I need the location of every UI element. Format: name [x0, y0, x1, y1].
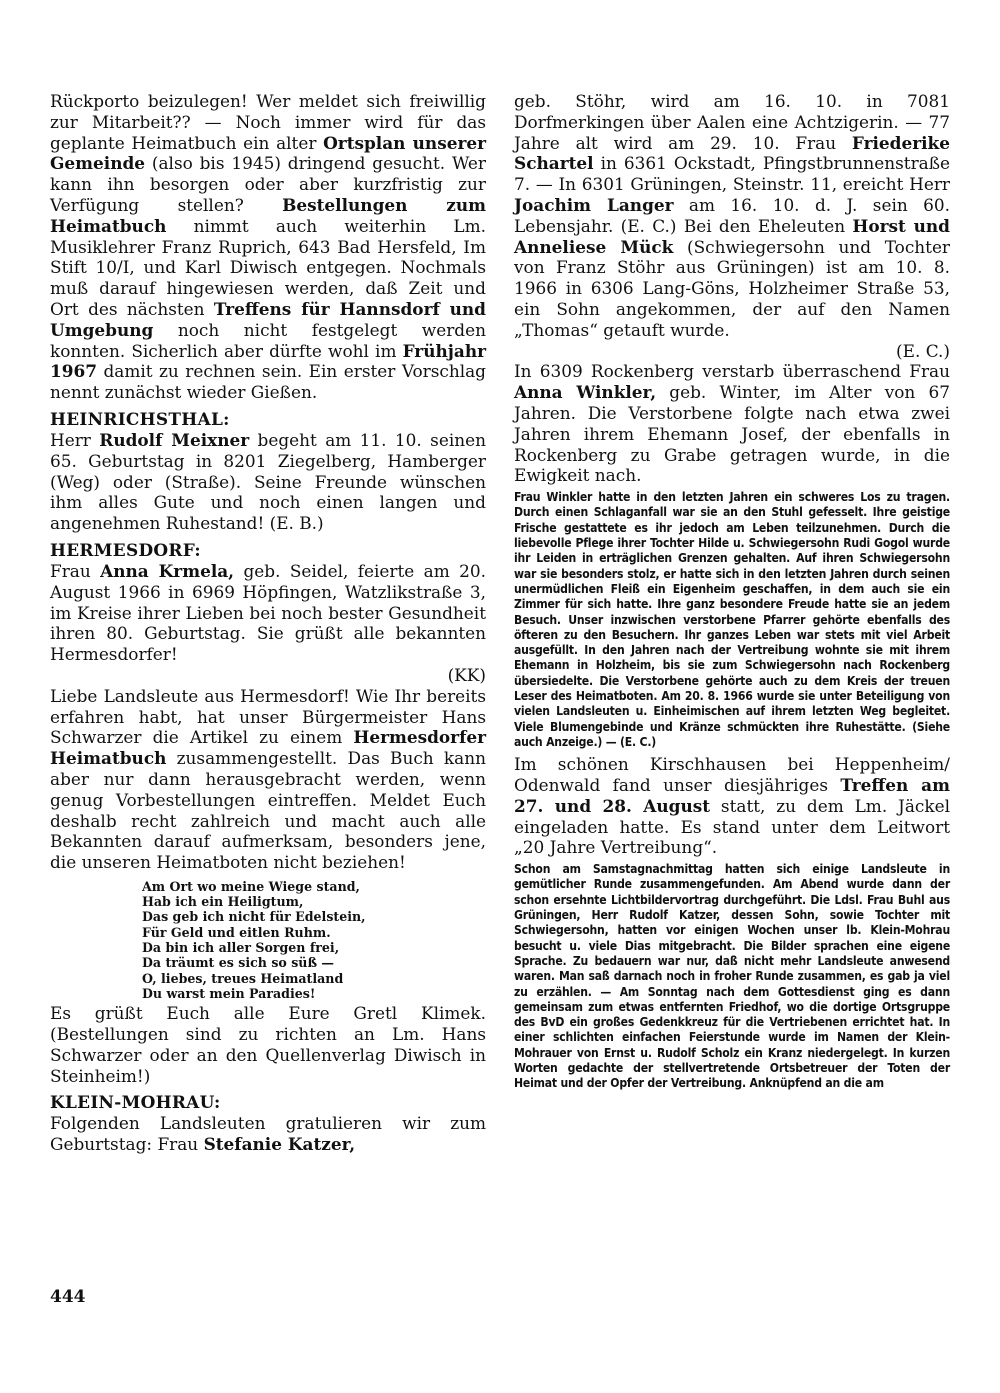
poem-line: Für Geld und eitlen Ruhm.	[142, 924, 331, 940]
poem-line: O, liebes, treues Heimatland	[142, 970, 344, 986]
text-run: Es grüßt Euch alle Eure Gretl Klimek. (Bestellungen sind zu richten an Lm. Hans Schwarzer oder an den Quellenverlag Diwisch in Steinheim!)	[50, 1003, 486, 1086]
text-run: (also bis 1945) dringend gesucht. Wer kann ihn besorgen oder aber kurzfristig zur Verfügung stellen?	[50, 153, 486, 215]
heading-heinrichsthal: HEINRICHSTHAL:	[50, 408, 230, 429]
text-run: geb. Winter, im Alter von 67 Jahren. Die Verstorbene folgte nach etwa zwei Jahren ihrem Ehemann Josef, der ebenfalls in Rockenberg zu Grabe getragen wurde, in die Ewigkeit nach.	[514, 382, 950, 486]
poem-line: Da bin ich aller Sorgen frei,	[142, 940, 340, 956]
page-number: 444	[50, 1287, 86, 1307]
text-run: statt, zu dem Lm. Jäckel eingeladen hatte. Es stand unter dem Leitwort „20 Jahre Vertreibung“.	[514, 795, 950, 858]
text-run: damit zu rechnen sein. Ein erster Vorschlag nennt zunächst wieder Gießen.	[50, 361, 486, 403]
text-run: zusammengestellt. Das Buch kann aber nur dann herausgebracht werden, wenn genug Vorbestellungen eintreffen. Meldet Euch deshalb recht zahlreich und macht auch alle Bekannten darauf aufmerksam, besonders jene, die unseren Heimatboten nicht beziehen!	[50, 748, 486, 873]
text-run: Folgenden Landsleuten gratulieren wir zum Geburtstag: Frau	[50, 1113, 486, 1155]
bold-run: Rudolf Meixner	[99, 429, 250, 450]
text-run: noch nicht festgelegt werden konnten. Sicherlich aber dürfte wohl im	[50, 319, 486, 361]
left-paragraph-3	[50, 561, 486, 665]
bold-run: Bestellungen zum Heimatbuch	[50, 194, 486, 236]
left-paragraph-5	[50, 1003, 486, 1086]
text-run: Liebe Landsleute aus Hermesdorf! Wie Ihr bereits erfahren habt, hat unser Bürgermeister Hans Schwarzer die Artikel zu einem	[50, 685, 486, 748]
text-run: Herr	[50, 429, 100, 450]
signature-ec: (E. C.)	[896, 340, 950, 361]
bold-run: Treffen am 27. und 28. August	[514, 774, 950, 816]
heading-klein-mohrau: KLEIN-MOHRAU:	[50, 1092, 221, 1113]
bold-run: Ortsplan unserer Gemeinde	[50, 132, 486, 174]
signature-kk: (KK)	[447, 664, 486, 685]
right-paragraph-1	[514, 91, 950, 341]
bold-run: Friederike Schartel	[514, 132, 950, 174]
text-run: Noch immer wird für das geplante Heimatbuch ein alter	[50, 111, 486, 153]
text-run: Im schönen Kirschhausen bei Heppenheim/ Odenwald fand unser diesjähriges	[514, 754, 950, 795]
text-run: Rückporto beizulegen! Wer meldet sich freiwillig zur Mitarbeit?? —	[50, 91, 486, 132]
text-run: nimmt auch weiterhin Lm. Musiklehrer Franz Ruprich, 643 Bad Hersfeld, Im Stift 10/I, und Karl Diwisch entgegen. Nochmals muß darauf hingewiesen werden, daß Zeit und Ort des nächsten	[50, 215, 486, 319]
obituary-small-text: Frau Winkler hatte in den letzten Jahren ein schweres Los zu tragen. Durch einen Schlaganfall war sie an den Stuhl gefesselt. Ihre geistige Frische gestattete es ihr jedoch am Leben teilzunehmen. Durch die liebevolle Pflege ihrer Tochter Hilde u. Schwiegersohn Rudi Gogol wurde ihr Leiden in erträglichen Grenzen gehalten. Auf ihren Schwiegersohn war sie besonders stolz, er hatte sich in den letzten Jahren durch seinen unermüdlichen Fleiß ein Eigenheim geschaffen, in dem auch sie ein Zimmer für sich hatte. Ihre ganz besondere Freude hatte sie an jedem Besuch. Unser inzwischen verstorbene Pfarrer gehörte ebenfalls des öfteren zu den Besuchern. Ihr ganzes Leben war stets mit viel Arbeit ausgefüllt. In den Jahren nach der Vertreibung wohnte sie mit ihrem Ehemann in Holzheim, bis sie zum Schwiegersohn nach Rockenberg übersiedelte. Die Verstorbene gehörte auch zu dem Kreis der treuen Leser des Heimatboten. Am 20. 8. 1966 wurde sie unter Beteiligung von vielen Landsleuten u. Einheimischen auf ihrem letzten Weg begleitet. Viele Blumengebinde und Kränze schmückten ihre Ruhestätte. (Siehe auch Anzeige.) — (E. C.)	[514, 490, 950, 749]
poem-line: Am Ort wo meine Wiege stand,	[142, 878, 360, 894]
left-paragraph-2	[50, 430, 486, 534]
heading-hermesdorf: HERMESDORF:	[50, 539, 201, 560]
poem	[142, 879, 486, 1001]
bold-run: Hermesdorfer Heimatbuch	[50, 727, 486, 769]
text-run: in 6361 Ockstadt, Pfingstbrunnenstraße 7. — In 6301 Grüningen, Steinstr. 11, ereicht Herr	[514, 153, 950, 195]
left-paragraph-1	[50, 91, 486, 403]
bold-run: Horst und Anneliese Mück	[514, 215, 950, 257]
bold-run: Joachim Langer	[514, 194, 674, 215]
right-paragraph-2	[514, 361, 950, 486]
right-column	[514, 91, 950, 1096]
text-run: Frau	[50, 560, 101, 581]
left-paragraph-4	[50, 686, 486, 873]
text-run: In 6309 Rockenberg verstarb überraschend Frau	[514, 361, 950, 382]
bold-run: Anna Winkler,	[514, 382, 657, 403]
poem-line: Da träumt es sich so süß —	[142, 955, 334, 971]
poem-line: Du warst mein Paradies!	[142, 985, 316, 1001]
bold-run: Stefanie Katzer,	[203, 1134, 356, 1155]
right-paragraph-3	[514, 754, 950, 858]
meeting-report-small-text: Schon am Samstagnachmittag hatten sich einige Landsleute in gemütlicher Runde zusammengefunden. Am Abend wurde dann der schon ersehnte Lichtbildervortrag durchgeführt. Die Ldsl. Frau Buhl aus Grüningen, Herr Rudolf Katzer, dessen Sohn, sowie Tochter mit Schwiegersohn, hatten vor einigen Wochen unser lb. Klein-Mohrau besucht u. viele Dias mitgebracht. Die Bilder sprachen eine eigene Sprache. Zu bedauern war nur, daß nicht mehr Landsleute anwesend waren. Man saß darnach noch in froher Runde zusammen, es gab ja viel zu erzählen. — Am Sonntag nach dem Gottesdienst ging es dann gemeinsam zum etwas entfernten Friedhof, wo die dortige Ortsgruppe des BvD ein großes Gedenkkreuz für die Vertriebenen errichtet hat. In einer schlichten einfachen Feierstunde wurde im Namen der Klein-Mohrauer von Ernst u. Rudolf Scholz ein Kranz niedergelegt. In kurzen Worten gedachte der stellvertretende Ortsbetreuer der Toten der Heimat und der Opfer der Vertreibung. Anknüpfend an die am	[514, 862, 950, 1091]
bold-run: Anna Krmela,	[100, 560, 235, 581]
bold-run: Frühjahr 1967	[50, 340, 486, 382]
text-run: am 16. 10. d. J. sein 60. Lebensjahr. (E. C.) Bei den Eheleuten	[514, 194, 950, 236]
text-run: (Schwiegersohn und Tochter von Franz Stöhr aus Grüningen) ist am 10. 8. 1966 in 6306 Lang-Göns, Holzheimer Straße 53, ein Sohn angekommen, der auf den Namen „Thomas“ getauft wurde.	[514, 236, 951, 340]
bold-run: Treffens für Hannsdorf und Umgebung	[50, 298, 486, 340]
text-run: geb. Seidel, feierte am 20. August 1966 in 6969 Höpfingen, Watzlikstraße 3, im Kreise ihrer Lieben bei noch bester Gesundheit ihren 80. Geburtstag. Sie grüßt alle bekannten Hermesdorfer!	[50, 560, 486, 665]
poem-line: Hab ich ein Heiligtum,	[142, 894, 304, 910]
text-run: begeht am 11. 10. seinen 65. Geburtstag in 8201 Ziegelberg, Hamberger (Weg) oder (Straße). Seine Freunde wünschen ihm alles Gute und noch einen langen und angenehmen Ruhestand! (E. B.)	[50, 429, 487, 534]
text-run: geb. Stöhr, wird am 16. 10. in 7081 Dorfmerkingen über Aalen eine Achtzigerin. — 77 Jahre alt wird am 29. 10. Frau	[514, 91, 950, 153]
left-paragraph-6	[50, 1113, 486, 1155]
poem-line: Das geb ich nicht für Edelstein,	[142, 909, 366, 925]
left-column	[50, 91, 486, 1155]
